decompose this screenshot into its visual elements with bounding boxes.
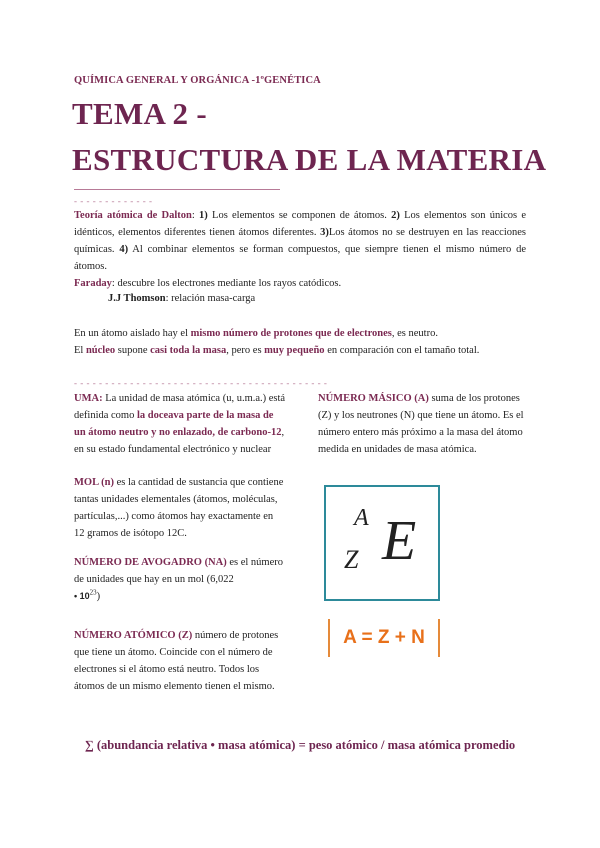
dashed-divider-2: - - - - - - - - - - - - - - - - - - - - - - - - - - - - - - - - - - - - - - - - -: [74, 378, 328, 388]
dalton-paragraph: Teoría atómica de Dalton: 1) Los elementos se componen de átomos. 2) Los elementos son únicos e idénticos, elementos diferentes tienen átomos diferentes. 3)Los átomos no se destruyen en las reacciones químicas. 4) Al combinar elementos se forman compuestos, que siempre tienen el mismo número de átomos.: [74, 210, 527, 272]
nuclide-atomic-number: Z: [344, 545, 359, 574]
mol-definition: MOL (n) es la cantidad de sustancia que contiene tantas unidades elementales (átomos, moléculas, partículas,...) como átomos hay exactamente en 12 gramos de isótopo 12C.: [74, 477, 284, 539]
nuclide-symbol: E: [382, 510, 417, 572]
atomic-number-definition: NÚMERO ATÓMICO (Z) número de protones que tiene un átomo. Coincide con el número de electrones si el átomo está neutro. Todos los átomos de un mismo elemento tienen el mismo.: [74, 630, 279, 692]
page-title-line2: ESTRUCTURA DE LA MATERIA: [72, 142, 547, 177]
faraday-label: Faraday: [74, 278, 112, 289]
page-title-line1: TEMA 2 -: [72, 96, 208, 131]
avogadro-definition: NÚMERO DE AVOGADRO (NA) es el número de unidades que hay en un mol (6,022 • $10^{23}$): [74, 557, 284, 602]
title-divider: [74, 189, 280, 190]
dashed-divider: - - - - - - - - - - - - -: [74, 196, 153, 206]
uma-definition: UMA: La unidad de masa atómica (u, u.m.a.) está definida como la doceava parte de la masa de un átomo neutro y no enlazado, de carbono-12, en su estado fundamental electrónico y nuclear: [74, 393, 286, 455]
avogadro-label: NÚMERO DE AVOGADRO (NA): [74, 557, 227, 568]
mass-number-label: NÚMERO MÁSICO (A): [318, 393, 429, 404]
avogadro-power: • 10: [74, 591, 90, 601]
mass-number-formula: A = Z + N: [343, 627, 425, 648]
nuclide-notation-figure: [324, 485, 440, 601]
nucleus-line: El núcleo supone casi toda la masa, pero es muy pequeño en comparación con el tamaño total.: [74, 345, 480, 356]
thomson-line: J.J Thomson: relación masa-carga: [108, 293, 256, 304]
faraday-line: Faraday: descubre los electrones mediante los rayos catódicos.: [74, 278, 342, 289]
uma-label: UMA:: [74, 393, 103, 404]
atomic-weight-formula: ∑ (abundancia relativa • masa atómica) = peso atómico / masa atómica promedio: [84, 738, 516, 752]
thomson-label: J.J Thomson: [108, 293, 166, 304]
mol-label: MOL (n): [74, 477, 114, 488]
atom-neutral-line: En un átomo aislado hay el mismo número de protones que de electrones, es neutro.: [74, 328, 438, 339]
course-subject: QUÍMICA GENERAL Y ORGÁNICA -1ºGENÉTICA: [74, 75, 321, 86]
mass-number-definition: NÚMERO MÁSICO (A) suma de los protones (Z) y los neutrones (N) que tiene un átomo. Es el número entero más próximo a la masa del átomo medida en unidades de masa atómica.: [318, 393, 524, 455]
mass-number-formula-box: [328, 619, 440, 657]
atomic-number-label: NÚMERO ATÓMICO (Z): [74, 630, 193, 641]
dalton-label: Teoría atómica de Dalton: [74, 210, 192, 221]
nuclide-mass-number: A: [354, 505, 369, 531]
